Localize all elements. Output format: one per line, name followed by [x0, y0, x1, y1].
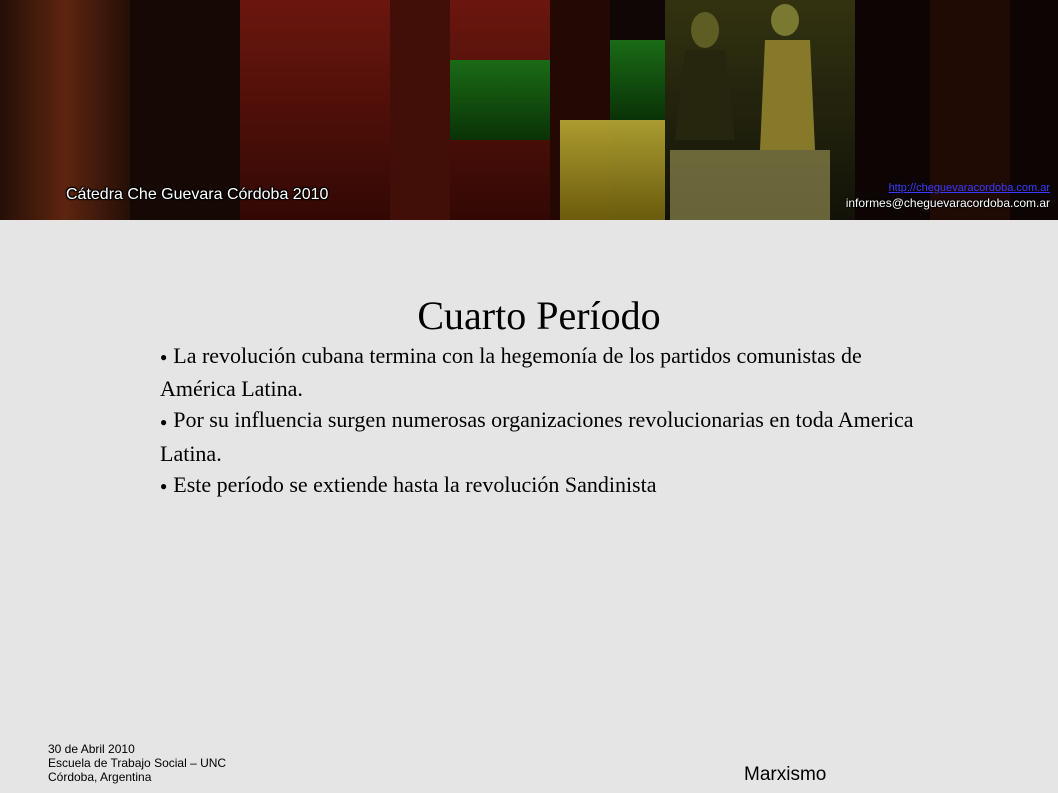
bullet-text: Este período se extiende hasta la revolución Sandinista — [173, 471, 657, 497]
bullet-item — [160, 340, 920, 404]
bullet-item — [160, 469, 920, 502]
footer-date: 30 de Abril 2010 — [48, 742, 135, 756]
footer-location: Córdoba, Argentina — [48, 770, 152, 784]
bullet-text: Por su influencia surgen numerosas organizaciones revolucionarias en toda America Latina. — [160, 407, 914, 466]
bullet-dot-icon: ● — [160, 350, 168, 365]
bullet-dot-icon: ● — [160, 479, 168, 494]
bullet-text: La revolución cubana termina con la hegemonía de los partidos comunistas de América Latina. — [160, 343, 862, 402]
contact-email: informes@cheguevaracordoba.com.ar — [845, 196, 1050, 210]
slide-title: Cuarto Período — [417, 293, 661, 338]
bullet-item — [160, 404, 920, 468]
banner-title: Cátedra Che Guevara Córdoba 2010 — [66, 186, 329, 203]
bullet-list — [160, 340, 920, 502]
footer-topic: Marxismo — [744, 764, 827, 785]
website-link[interactable]: http://cheguevaracordoba.com.ar — [888, 182, 1050, 194]
header-banner — [0, 0, 1058, 220]
footer-info — [48, 742, 226, 784]
bullet-dot-icon: ● — [160, 414, 168, 429]
footer-school: Escuela de Trabajo Social – UNC — [48, 756, 227, 770]
